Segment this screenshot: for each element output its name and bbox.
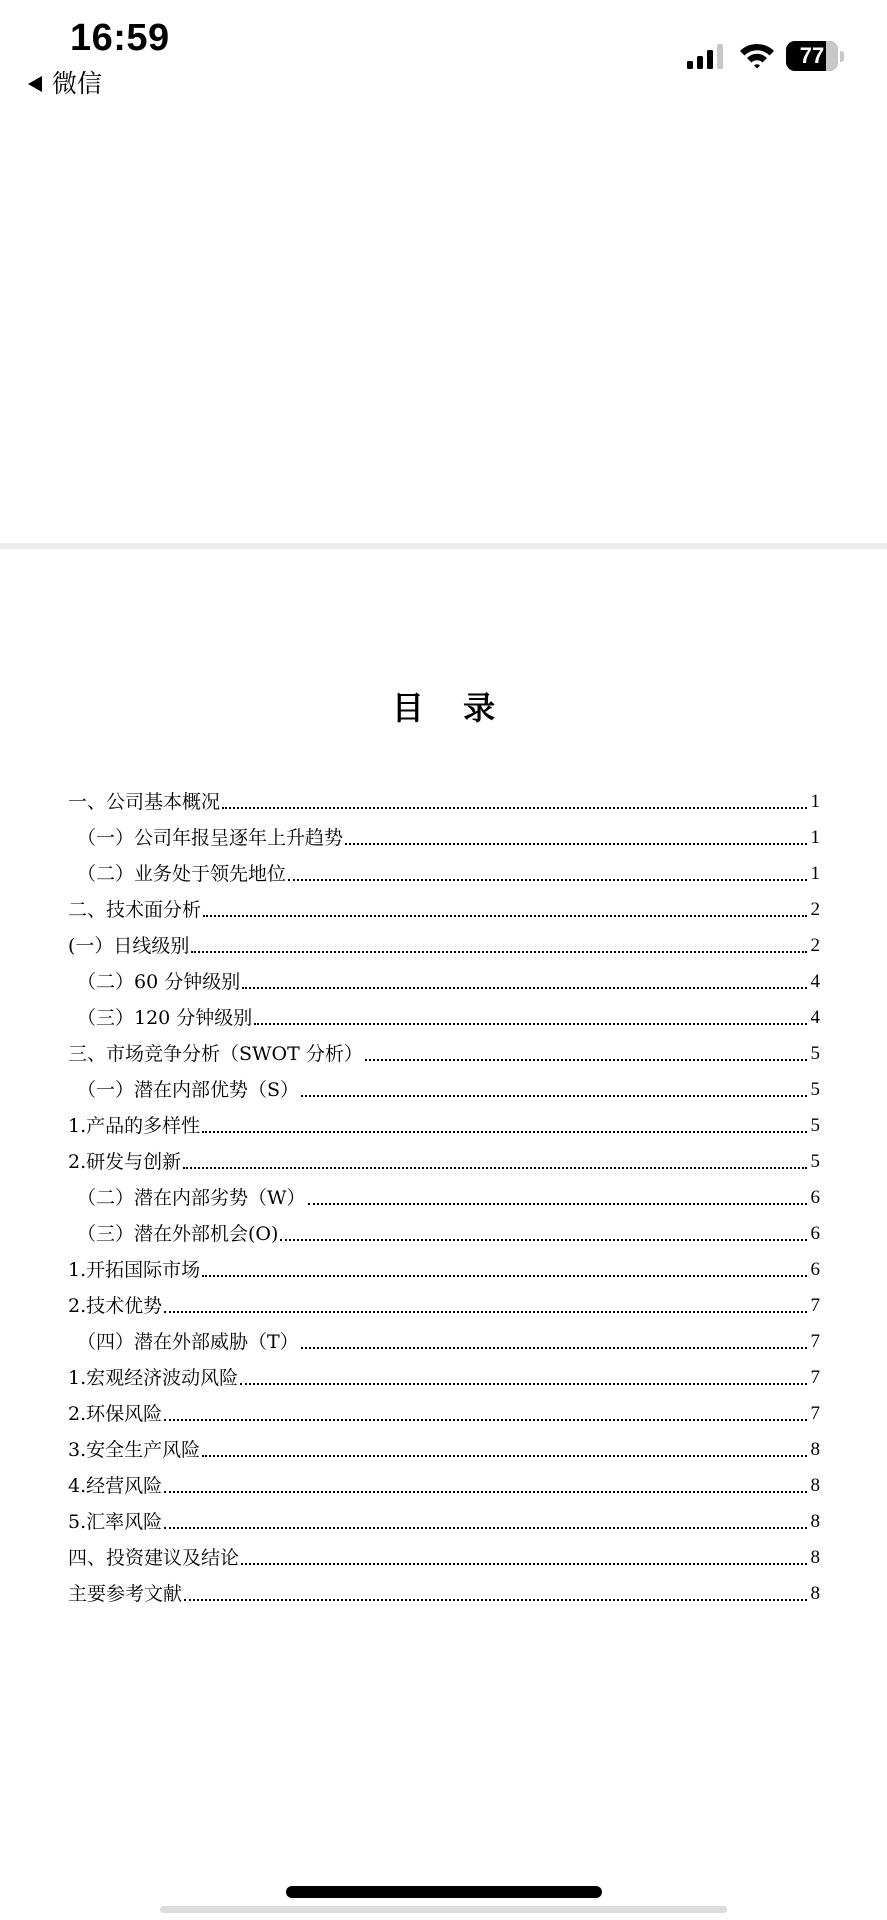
toc-entry-label: （四）潜在外部威胁（T） — [77, 1331, 299, 1353]
toc-dot-leader — [301, 1095, 807, 1097]
toc-entry-page: 5 — [810, 1115, 820, 1136]
status-time: 16:59 — [70, 17, 170, 59]
toc-entry-label: 主要参考文献 — [68, 1583, 183, 1605]
toc-entry-label: 1.产品的多样性 — [68, 1115, 201, 1137]
toc-entry-page: 6 — [810, 1259, 820, 1280]
toc-entry[interactable] — [68, 1467, 820, 1503]
toc-entry-label: 2.研发与创新 — [68, 1151, 182, 1173]
toc-entry-page: 4 — [810, 1007, 820, 1028]
toc-entry-label: （三）潜在外部机会(O) — [77, 1223, 279, 1245]
toc-entry-page: 4 — [810, 971, 820, 992]
table-of-contents — [68, 783, 820, 1611]
toc-entry-page: 8 — [810, 1439, 820, 1460]
toc-dot-leader — [202, 1131, 807, 1133]
toc-dot-leader — [202, 1455, 807, 1457]
toc-dot-leader — [288, 879, 807, 881]
toc-entry-label: （一）公司年报呈逐年上升趋势 — [77, 827, 344, 849]
toc-entry-label: （一）潜在内部优势（S） — [77, 1079, 300, 1101]
page-separator — [0, 543, 887, 549]
toc-dot-leader — [164, 1491, 807, 1493]
toc-dot-leader — [164, 1419, 807, 1421]
toc-entry-label: （二）潜在内部劣势（W） — [77, 1187, 306, 1209]
toc-entry-label: （二）60 分钟级别 — [77, 971, 241, 993]
toc-entry-label: 1.开拓国际市场 — [68, 1259, 201, 1281]
back-label: 微信 — [52, 69, 103, 98]
toc-entry[interactable] — [68, 1107, 820, 1143]
toc-dot-leader — [345, 843, 807, 845]
toc-entry-page: 7 — [810, 1295, 820, 1316]
toc-entry-page: 1 — [810, 863, 820, 884]
toc-dot-leader — [183, 1167, 807, 1169]
status-bar — [0, 0, 887, 110]
horizontal-scrollbar[interactable] — [160, 1906, 727, 1913]
toc-dot-leader — [365, 1059, 807, 1061]
toc-entry[interactable] — [68, 1071, 820, 1107]
toc-entry-page: 1 — [810, 827, 820, 848]
toc-entry[interactable] — [68, 1287, 820, 1323]
battery-icon — [786, 40, 844, 72]
toc-dot-leader — [240, 1383, 807, 1385]
back-arrow-icon — [28, 76, 42, 92]
toc-entry[interactable] — [68, 999, 820, 1035]
toc-entry[interactable] — [68, 1179, 820, 1215]
toc-entry-page: 7 — [810, 1331, 820, 1352]
toc-entry[interactable] — [68, 1431, 820, 1467]
toc-entry-label: 2.技术优势 — [68, 1295, 163, 1317]
toc-entry[interactable] — [68, 783, 820, 819]
toc-entry-page: 2 — [810, 935, 820, 956]
home-indicator[interactable] — [286, 1886, 602, 1898]
toc-entry-page: 8 — [810, 1547, 820, 1568]
toc-entry[interactable] — [68, 819, 820, 855]
toc-entry-page: 2 — [810, 899, 820, 920]
toc-entry[interactable] — [68, 855, 820, 891]
toc-entry[interactable] — [68, 1215, 820, 1251]
toc-entry[interactable] — [68, 1395, 820, 1431]
toc-entry-label: 1.宏观经济波动风险 — [68, 1367, 239, 1389]
toc-entry-label: （二）业务处于领先地位 — [77, 863, 287, 885]
toc-entry[interactable] — [68, 1503, 820, 1539]
toc-entry-label: 四、投资建议及结论 — [68, 1547, 240, 1569]
toc-entry-label: (一）日线级别 — [68, 935, 190, 957]
toc-entry-label: 三、市场竞争分析（SWOT 分析） — [68, 1043, 363, 1065]
toc-dot-leader — [184, 1599, 807, 1601]
toc-entry[interactable] — [68, 1575, 820, 1611]
toc-dot-leader — [241, 1563, 807, 1565]
toc-entry[interactable] — [68, 927, 820, 963]
toc-entry-page: 5 — [810, 1043, 820, 1064]
toc-entry[interactable] — [68, 963, 820, 999]
toc-dot-leader — [280, 1239, 807, 1241]
toc-dot-leader — [308, 1203, 807, 1205]
toc-entry[interactable] — [68, 891, 820, 927]
wifi-icon — [738, 40, 776, 70]
toc-dot-leader — [254, 1023, 807, 1025]
toc-dot-leader — [242, 987, 807, 989]
battery-percent: 77 — [799, 43, 825, 68]
toc-entry-page: 8 — [810, 1475, 820, 1496]
toc-entry-page: 7 — [810, 1403, 820, 1424]
toc-entry-label: （三）120 分钟级别 — [77, 1007, 253, 1029]
toc-entry[interactable] — [68, 1143, 820, 1179]
signal-icon — [686, 42, 726, 70]
toc-entry-page: 8 — [810, 1583, 820, 1604]
toc-entry[interactable] — [68, 1539, 820, 1575]
toc-entry-page: 7 — [810, 1367, 820, 1388]
toc-entry[interactable] — [68, 1035, 820, 1071]
toc-entry-page: 6 — [810, 1223, 820, 1244]
toc-entry-label: 二、技术面分析 — [68, 899, 202, 921]
toc-entry-label: 3.安全生产风险 — [68, 1439, 201, 1461]
toc-entry-label: 4.经营风险 — [68, 1475, 163, 1497]
toc-entry-page: 5 — [810, 1079, 820, 1100]
toc-dot-leader — [164, 1311, 807, 1313]
toc-entry-page: 1 — [810, 791, 820, 812]
toc-dot-leader — [203, 915, 807, 917]
toc-dot-leader — [202, 1275, 807, 1277]
toc-dot-leader — [222, 807, 807, 809]
toc-entry[interactable] — [68, 1251, 820, 1287]
toc-entry-page: 8 — [810, 1511, 820, 1532]
toc-entry[interactable] — [68, 1359, 820, 1395]
toc-title: 目 录 — [391, 689, 510, 727]
toc-dot-leader — [164, 1527, 807, 1529]
toc-entry-label: 2.环保风险 — [68, 1403, 163, 1425]
toc-entry[interactable] — [68, 1323, 820, 1359]
toc-entry-page: 6 — [810, 1187, 820, 1208]
toc-dot-leader — [191, 951, 807, 953]
toc-entry-label: 一、公司基本概况 — [68, 791, 221, 813]
back-to-wechat-button[interactable] — [28, 66, 102, 102]
toc-dot-leader — [301, 1347, 807, 1349]
toc-entry-label: 5.汇率风险 — [68, 1511, 163, 1533]
toc-entry-page: 5 — [810, 1151, 820, 1172]
